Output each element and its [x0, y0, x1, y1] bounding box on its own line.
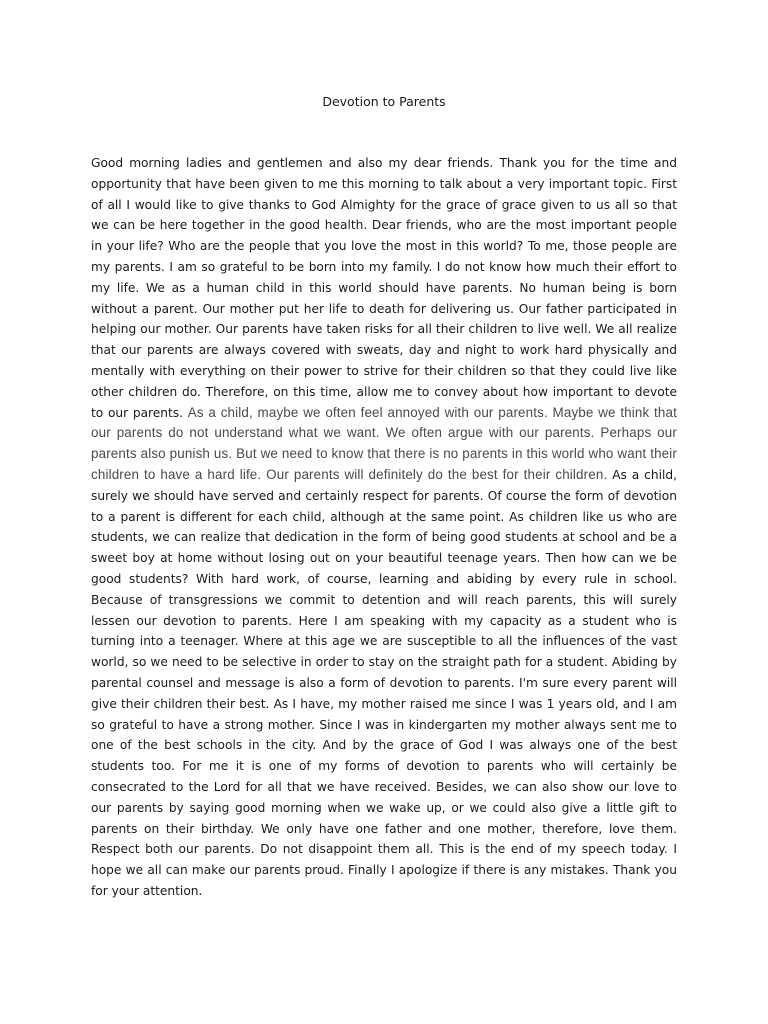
paragraph-quoted-text: As a child, maybe we often feel annoyed with our parents. Maybe we think that our parents do not understand what we want. We often argue with our parents. Perhaps our parents also punish us. But we need to know that there is no parents in this world who want their children to have a hard life. Our parents will definitely do the best for their children. — [91, 404, 677, 482]
speech-paragraph — [91, 153, 677, 902]
paragraph-opening-text: Good morning ladies and gentlemen and also my dear friends. Thank you for the time and opportunity that have been given to me this morning to talk about a very important topic. First of all I would like to give thanks to God Almighty for the grace of grace given to us all so that we can be here together in the good health. Dear friends, who are the most important people in your life? Who are the people that you love the most in this world? To me, those people are my parents. I am so grateful to be born into my family. I do not know how much their effort to my life. We as a human child in this world should have parents. No human being is born without a parent. Our mother put her life to death for delivering us. Our father participated in helping our mother. Our parents have taken risks for all their children to live well. We all realize that our parents are always covered with sweats, day and night to work hard physically and mentally with everything on their power to strive for their children so that they could live like other children do. Therefore, on this time, allow me to convey about how important to devote to our parents. — [91, 156, 677, 420]
paragraph-closing-text: As a child, surely we should have served and certainly respect for parents. Of course the form of devotion to a parent is different for each child, although at the same point. As children like us who are students, we can realize that dedication in the form of being good students at school and be a sweet boy at home without losing out on your beautiful teenage years. Then how can we be good students? With hard work, of course, learning and abiding by every rule in school. Because of transgressions we commit to detention and will reach parents, this will surely lessen our devotion to parents. Here I am speaking with my capacity as a student who is turning into a teenager. Where at this age we are susceptible to all the influences of the vast world, so we need to be selective in order to stay on the straight path for a student. Abiding by parental counsel and message is also a form of devotion to parents. I'm sure every parent will give their children their best. As I have, my mother raised me since I was 1 years old, and I am so grateful to have a strong mother. Since I was in kindergarten my mother always sent me to one of the best schools in the city. And by the grace of God I was always one of the best students too. For me it is one of my forms of devotion to parents who will certainly be consecrated to the Lord for all that we have received. Besides, we can also show our love to our parents by saying good morning when we wake up, or we could also give a little gift to parents on their birthday. We only have one father and one mother, therefore, love them. Respect both our parents. Do not disappoint them all. This is the end of my speech today. I hope we all can make our parents proud. Finally I apologize if there is any mistakes. Thank you for your attention. — [91, 467, 677, 898]
document-title: Devotion to Parents — [322, 94, 446, 109]
